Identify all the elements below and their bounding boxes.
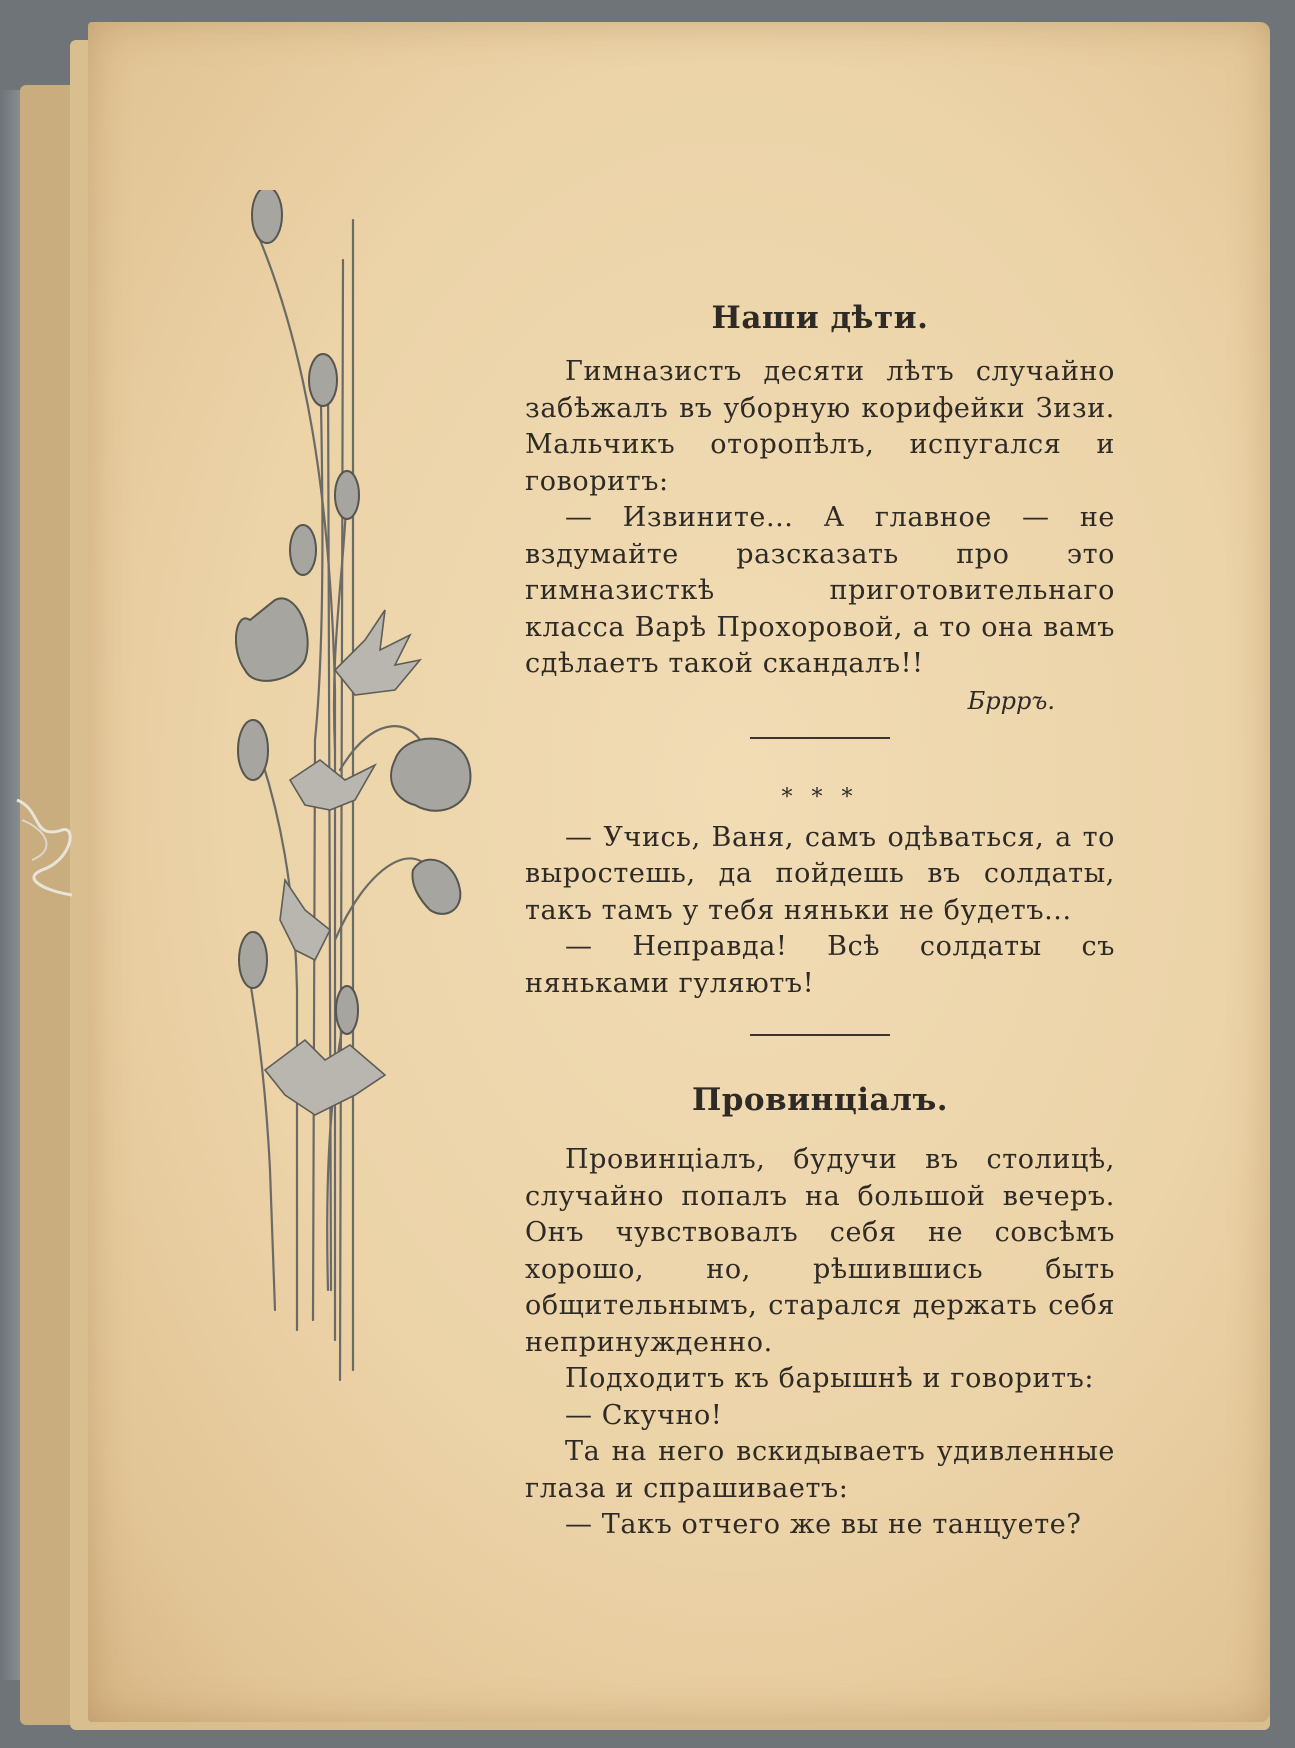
story-paragraph: — Такъ отчего же вы не танцуете? [565,1509,1082,1540]
story-title-nashi-deti: Наши дѣти. [711,300,929,336]
story-paragraph: Провинціалъ, будучи въ столицѣ, случайно попалъ на большой вечеръ. Онъ чувствовалъ себя не совсѣмъ хорошо, но, рѣшившись быть общительнымъ, старался держать себя непринужденно. [525,1144,1115,1358]
story-title-provincial: Провинціалъ. [691,1082,949,1118]
page-text-column [525,300,1115,1544]
story-paragraph: — Учись, Ваня, самъ одѣваться, а то выростешь, да пойдешь въ солдаты, такъ тамъ у тебя няньки не будетъ... [525,821,1115,926]
story-paragraph: Та на него вскидываетъ удивленные глаза и спрашиваетъ: [525,1436,1115,1504]
author-signature: Бррръ. [967,686,1055,715]
binding-thread [12,790,82,900]
poppy-illustration [235,190,535,1540]
story-paragraph: Подходитъ къ барышнѣ и говоритъ: [565,1363,1095,1394]
asterism: * * * [781,784,859,810]
story-paragraph: Гимназистъ десяти лѣтъ случайно забѣжалъ въ уборную корифейки Зизи. Мальчикъ оторопѣлъ, испугался и говоритъ: [525,356,1115,497]
story-paragraph: — Неправда! Всѣ солдаты съ няньками гуляютъ! [525,931,1115,999]
story-paragraph: — Извините... А главное — не вздумайте разсказать про это гимназисткѣ приготовительнаго класса Варѣ Прохоровой, а то она вамъ сдѣлаетъ такой скандалъ!! [525,502,1115,679]
story-paragraph: — Скучно! [565,1399,723,1431]
